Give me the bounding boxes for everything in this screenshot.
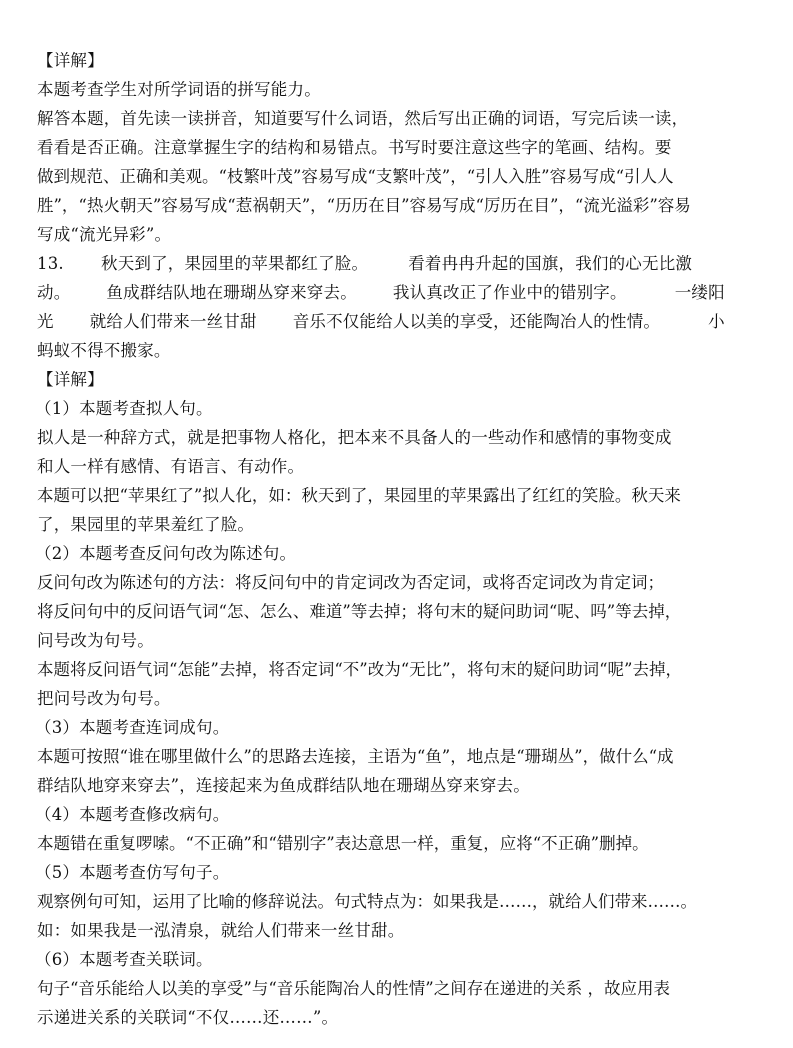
explanation-section-1 [37,46,763,249]
text-line: 句子“音乐能给人以美的享受”与“音乐能陶冶人的性情”之间存在递进的关系 ，故应用表 [37,979,670,998]
text-line: 反问句改为陈述句的方法：将反问句中的肯定词改为否定词，或将否定词改为肯定词； [37,573,664,592]
sub-heading: （1）本题考查拟人句。 [35,399,213,418]
text-line: 解答本题，首先读一读拼音，知道要写什么词语，然后写出正确的词语，写完后读一读， [37,109,689,128]
text-line: 胜”，“热火朝天”容易写成“惹祸朝天”，“历历在目”容易写成“厉历在目”，“流光溢彩”容易 [37,196,691,215]
question-13-answers [37,249,763,365]
sub-heading: （2）本题考查反问句改为陈述句。 [35,544,297,563]
answer-1: 秋天到了，果园里的苹果都红了脸。 [101,254,369,273]
text-line: 观察例句可知，运用了比喻的修辞说法。句式特点为：如果我是……，就给人们带来……。 [37,892,697,911]
text-line: 本题可按照“谁在哪里做什么”的思路去连接，主语为“鱼”，地点是“珊瑚丛”，做什么“成 [37,747,674,766]
text-line: 看看是否正确。注意掌握生字的结构和易错点。书写时要注意这些字的笔画、结构。要 [37,138,672,157]
sub-heading: （4）本题考查修改病句。 [35,805,230,824]
text-line: 拟人是一种辞方式，就是把事物人格化，把本来不具备人的一些动作和感情的事物变成 [37,428,672,447]
sub-heading: （5）本题考查仿写句子。 [35,863,230,882]
text-line: 示递进关系的关联词“不仅……还……”。 [37,1008,339,1027]
text-line: 和人一样有感情、有语言、有动作。 [37,457,305,476]
sub-heading: （3）本题考查连词成句。 [35,718,230,737]
answer-3: 鱼成群结队地在珊瑚丛穿来穿去。 [106,283,357,302]
text-line: 写成“流光异彩”。 [37,225,172,244]
text-line: 本题错在重复啰嗦。“不正确”和“错别字”表达意思一样，重复，应将“不正确”删掉。 [37,834,649,853]
text-line: 本题可以把“苹果红了”拟人化，如：秋天到了，果园里的苹果露出了红红的笑脸。秋天来 [37,486,681,505]
text-line: 把问号改为句号。 [37,689,171,708]
answer-7-part: 小 [708,312,725,331]
section-heading: 【详解】 [37,51,104,70]
text-line: 问号改为句号。 [37,631,154,650]
text-line: 将反问句中的反问语气词“怎、怎么、难道”等去掉；将句末的疑问助词“呢、吗”等去掉， [37,602,682,621]
answer-line: 蚂蚁不得不搬家。 [37,341,171,360]
text-line: 做到规范、正确和美观。“枝繁叶茂”容易写成“支繁叶茂”，“引人入胜”容易写成“引人人 [37,167,674,186]
text-line: 群结队地穿来穿去”，连接起来为鱼成群结队地在珊瑚丛穿来穿去。 [37,776,530,795]
answer-line [37,307,763,336]
answer-2-part: 看着冉冉升起的国旗，我们的心无比激 [408,254,693,273]
answer-line [37,278,763,307]
text-line: 本题将反问语气词“怎能”去掉，将否定词“不”改为“无比”，将句末的疑问助词“呢”去掉， [37,660,682,679]
answer-line [37,249,763,278]
answer-5-mid: 光 [37,312,54,331]
section-heading: 【详解】 [37,370,104,389]
answer-5-part: 一缕阳 [674,283,725,302]
text-line: 本题考查学生对所学词语的拼写能力。 [37,80,321,99]
answer-6: 音乐不仅能给人以美的享受，还能陶冶人的性情。 [292,312,661,331]
text-line: 了，果园里的苹果羞红了脸。 [37,515,255,534]
answer-4: 我认真改正了作业中的错别字。 [392,283,627,302]
question-number: 13. [37,254,64,273]
explanation-section-2 [37,365,763,1032]
text-line: 如：如果我是一泓清泉，就给人们带来一丝甘甜。 [37,921,405,940]
sub-heading: （6）本题考查关联词。 [35,950,213,969]
answer-5-end: 就给人们带来一丝甘甜 [89,312,257,331]
answer-2-end: 动。 [37,283,71,302]
